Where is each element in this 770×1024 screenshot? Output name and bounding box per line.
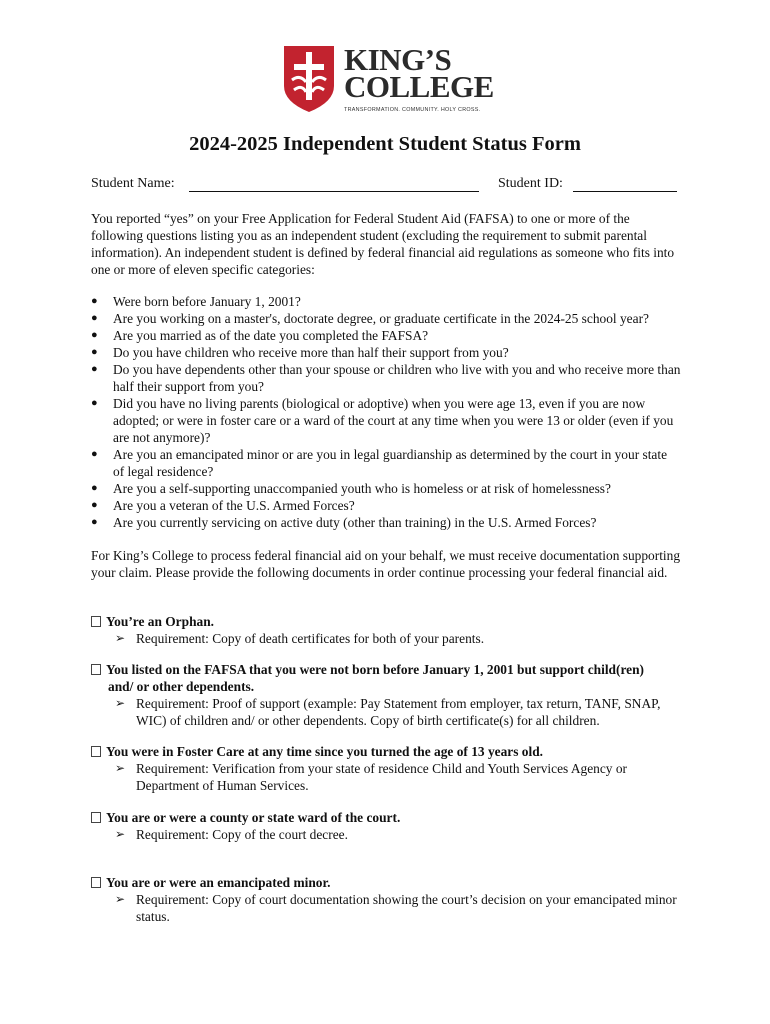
- arrow-bullet-icon: ➢: [115, 892, 126, 906]
- bullet-icon: ●: [91, 499, 98, 511]
- logo-line2: COLLEGE: [344, 69, 494, 104]
- requirement-heading: You’re an Orphan.: [106, 614, 215, 629]
- bullet-icon: ●: [91, 397, 98, 409]
- checkbox-support-dependents[interactable]: [91, 664, 101, 675]
- requirement-foster-care: [91, 743, 681, 794]
- arrow-bullet-icon: ➢: [115, 696, 126, 710]
- documentation-paragraph: For King’s College to process federal financial aid on your behalf, we must receive documentation supporting your claim. Please provide the following documents in order continue processing your federal financial aid.: [91, 548, 681, 580]
- page-title: 2024-2025 Independent Student Status Form: [189, 133, 581, 155]
- student-name-label: Student Name:: [91, 176, 175, 191]
- shield-cross-icon: [282, 44, 336, 114]
- requirement-heading: You are or were a county or state ward of the court.: [106, 810, 401, 825]
- list-item: ● Are you an emancipated minor or are you in legal guardianship as determined by the court in your state of legal residence?: [91, 447, 668, 479]
- kings-college-logo: [282, 44, 492, 116]
- bullet-icon: ●: [91, 295, 98, 307]
- list-item: ● Do you have dependents other than your spouse or children who live with you and who receive more than half their support from you?: [91, 362, 681, 394]
- requirement-orphan: [91, 613, 681, 647]
- checkbox-orphan[interactable]: [91, 616, 101, 627]
- requirement-ward-of-court: [91, 809, 681, 843]
- list-item: ● Are you a veteran of the U.S. Armed Forces?: [91, 498, 355, 513]
- requirement-heading: You were in Foster Care at any time since you turned the age of 13 years old.: [106, 744, 544, 759]
- list-item: ● Are you working on a master's, doctorate degree, or graduate certificate in the 2024-25 school year?: [91, 311, 649, 326]
- student-id-label: Student ID:: [498, 176, 563, 191]
- requirement-heading-cont: and/ or other dependents.: [108, 679, 255, 694]
- list-item: ● Were born before January 1, 2001?: [91, 294, 301, 309]
- list-item: ● Are you married as of the date you completed the FAFSA?: [91, 328, 429, 343]
- bullet-icon: ●: [91, 363, 98, 375]
- bullet-icon: ●: [91, 312, 98, 324]
- requirement-emancipated-minor: [91, 874, 681, 925]
- requirement-heading: You are or were an emancipated minor.: [106, 875, 331, 890]
- logo-tagline: TRANSFORMATION. COMMUNITY. HOLY CROSS.: [344, 107, 481, 113]
- bullet-icon: ●: [91, 448, 98, 460]
- list-item: ● Do you have children who receive more than half their support from you?: [91, 345, 509, 360]
- arrow-bullet-icon: ➢: [115, 761, 126, 775]
- requirement-text: Requirement: Proof of support (example: Pay Statement from employer, tax return, TANF, SNAP, WIC) of children and/ or other dependents. Copy of birth certificate(s) for all children.: [136, 696, 661, 728]
- requirement-support-dependents: [91, 661, 681, 729]
- bullet-icon: ●: [91, 482, 98, 494]
- requirement-text: Requirement: Copy of court documentation showing the court’s decision on your emancipated minor status.: [136, 892, 677, 924]
- student-name-field[interactable]: [189, 191, 479, 192]
- list-item: ● Are you a self-supporting unaccompanied youth who is homeless or at risk of homelessness?: [91, 481, 611, 496]
- list-item: ● Are you currently servicing on active duty (other than training) in the U.S. Armed Forces?: [91, 515, 597, 530]
- arrow-bullet-icon: ➢: [115, 827, 126, 841]
- arrow-bullet-icon: ➢: [115, 631, 126, 645]
- logo-line1: KING’S: [344, 42, 452, 77]
- intro-paragraph: You reported “yes” on your Free Application for Federal Student Aid (FAFSA) to one or more of the following questions listing you as an independent student (excluding the requirement to submit parental information). An independent student is defined by federal financial aid regulations as someone who fits into one or more of eleven specific categories:: [91, 211, 675, 277]
- student-info-row: [91, 175, 681, 195]
- requirement-text: Requirement: Verification from your state of residence Child and Youth Services Agency or Department of Human Services.: [136, 761, 627, 793]
- logo-wordmark: [344, 42, 494, 104]
- checkbox-ward-of-court[interactable]: [91, 812, 101, 823]
- bullet-icon: ●: [91, 329, 98, 341]
- checkbox-foster-care[interactable]: [91, 746, 101, 757]
- independent-criteria-list: [91, 293, 681, 531]
- requirement-text: Requirement: Copy of the court decree.: [136, 827, 348, 842]
- bullet-icon: ●: [91, 516, 98, 528]
- requirement-text: Requirement: Copy of death certificates for both of your parents.: [136, 631, 485, 646]
- list-item: ● Did you have no living parents (biological or adoptive) when you were age 13, even if you are now adopted; or were in foster care or a ward of the court at any time when you were 13 or older (even if you are not anymore)?: [91, 396, 674, 445]
- bullet-icon: ●: [91, 346, 98, 358]
- checkbox-emancipated-minor[interactable]: [91, 877, 101, 888]
- student-id-field[interactable]: [573, 191, 677, 192]
- requirement-heading: You listed on the FAFSA that you were not born before January 1, 2001 but support child(ren): [106, 662, 645, 677]
